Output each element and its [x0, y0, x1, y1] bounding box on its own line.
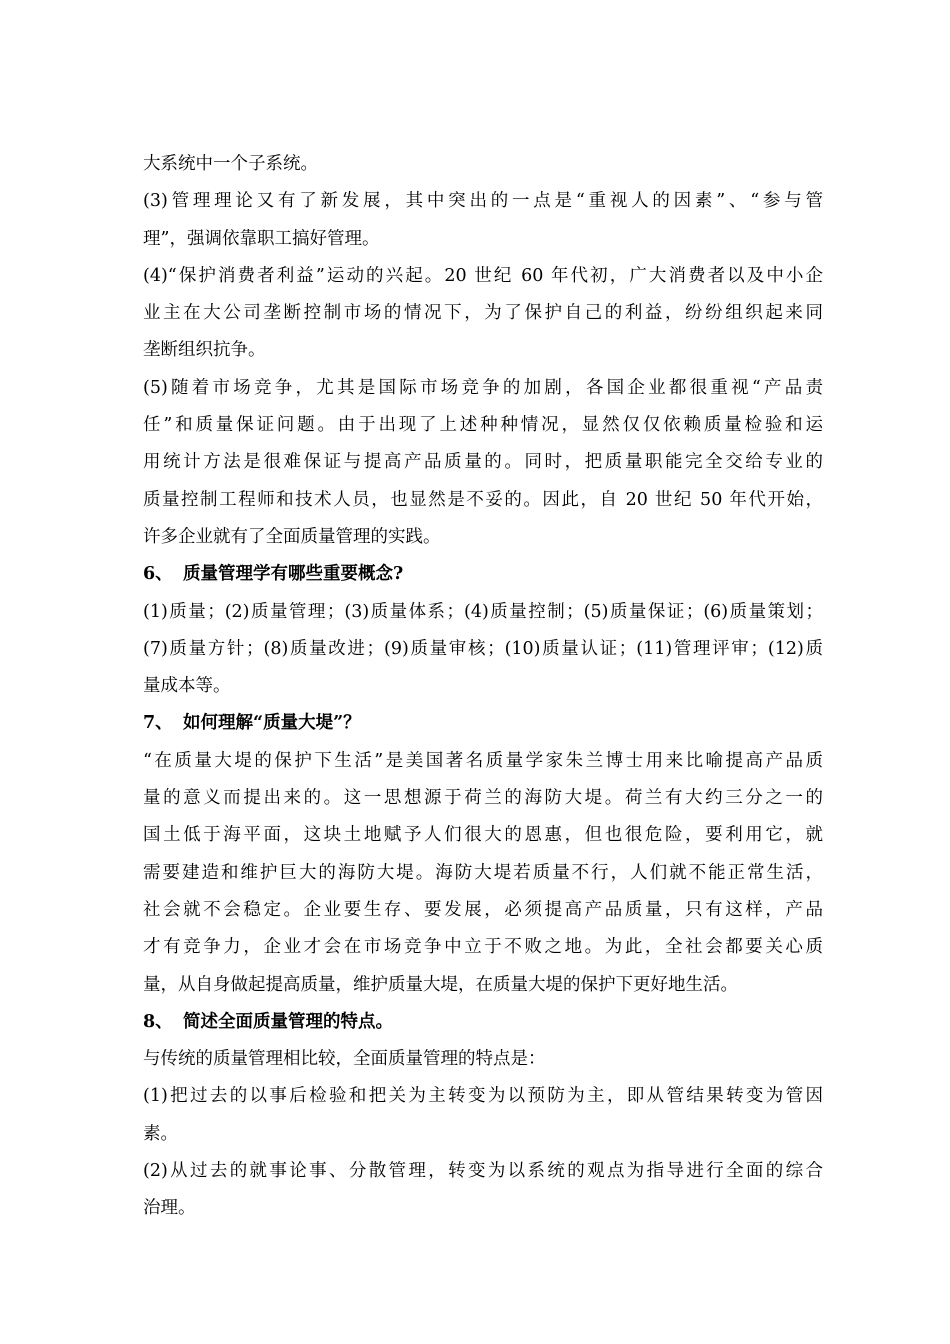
text-line: 社会就不会稳定。企业要生存、要发展，必须提高产品质量，只有这样，产品 [143, 899, 823, 920]
text-line: (3)管理理论又有了新发展，其中突出的一点是“重视人的因素”、“参与管 [143, 191, 823, 212]
text-line: (1)把过去的以事后检验和把关为主转变为以预防为主，即从管结果转变为管因 [143, 1086, 823, 1107]
text-line: 业主在大公司垄断控制市场的情况下，为了保护自己的利益，纷纷组织起来同 [143, 303, 823, 324]
question-heading [143, 705, 823, 742]
text-line: (5)随着市场竞争，尤其是国际市场竞争的加剧，各国企业都很重视“产品责 [143, 377, 823, 398]
text-line: (7)质量方针；(8)质量改进；(9)质量审核；(10)质量认证；(11)管理评审；(12)质 [143, 638, 823, 659]
text-line: 量的意义而提出来的。这一思想源于荷兰的海防大堤。荷兰有大约三分之一的 [143, 788, 823, 809]
text-line: 用统计方法是很难保证与提高产品质量的。同时，把质量职能完全交给专业的 [143, 452, 823, 473]
text-line: 许多企业就有了全面质量管理的实践。 [143, 526, 441, 547]
question-heading [143, 1004, 823, 1041]
text-line: 国土低于海平面，这块土地赋予人们很大的恩惠，但也很危险，要利用它，就 [143, 825, 823, 846]
question-text: 质量管理学有哪些重要概念? [183, 564, 404, 585]
text-line: (4)“保护消费者利益”运动的兴起。20 世纪 60 年代初，广大消费者以及中小企 [143, 265, 823, 286]
text-line: 素。 [143, 1123, 178, 1144]
question-number: 6、 [143, 564, 173, 585]
text-line: 任”和质量保证问题。由于出现了上述种种情况，显然仅仅依赖质量检验和运 [143, 415, 823, 436]
question-text: 简述全面质量管理的特点。 [183, 1011, 393, 1032]
text-line: 需要建造和维护巨大的海防大堤。海防大堤若质量不行，人们就不能正常生活， [143, 862, 823, 883]
text-line: 大系统中一个子系统。 [143, 154, 318, 174]
text-line: “在质量大堤的保护下生活”是美国著名质量学家朱兰博士用来比喻提高产品质 [143, 750, 823, 771]
text-line: 垄断组织抗争。 [143, 340, 266, 361]
text-line: (1)质量；(2)质量管理；(3)质量体系；(4)质量控制；(5)质量保证；(6)质量策划； [143, 601, 823, 622]
question-text: 如何理解“质量大堤”？ [183, 713, 361, 734]
text-line: 才有竞争力，企业才会在市场竞争中立于不败之地。为此，全社会都要关心质 [143, 937, 823, 958]
question-heading [143, 556, 823, 593]
text-line: 量，从自身做起提高质量，维护质量大堤，在质量大堤的保护下更好地生活。 [143, 974, 738, 995]
text-line: 治理。 [143, 1198, 196, 1219]
text-line: 质量控制工程师和技术人员，也显然是不妥的。因此，自 20 世纪 50 年代开始， [143, 489, 823, 510]
question-number: 8、 [143, 1011, 173, 1032]
text-line: 与传统的质量管理相比较，全面质量管理的特点是： [143, 1049, 546, 1070]
text-line: (2)从过去的就事论事、分散管理，转变为以系统的观点为指导进行全面的综合 [143, 1161, 823, 1182]
question-number: 7、 [143, 713, 173, 734]
text-line: 量成本等。 [143, 676, 231, 697]
text-line: 理”，强调依靠职工搞好管理。 [143, 228, 380, 249]
document-body [143, 146, 823, 1228]
